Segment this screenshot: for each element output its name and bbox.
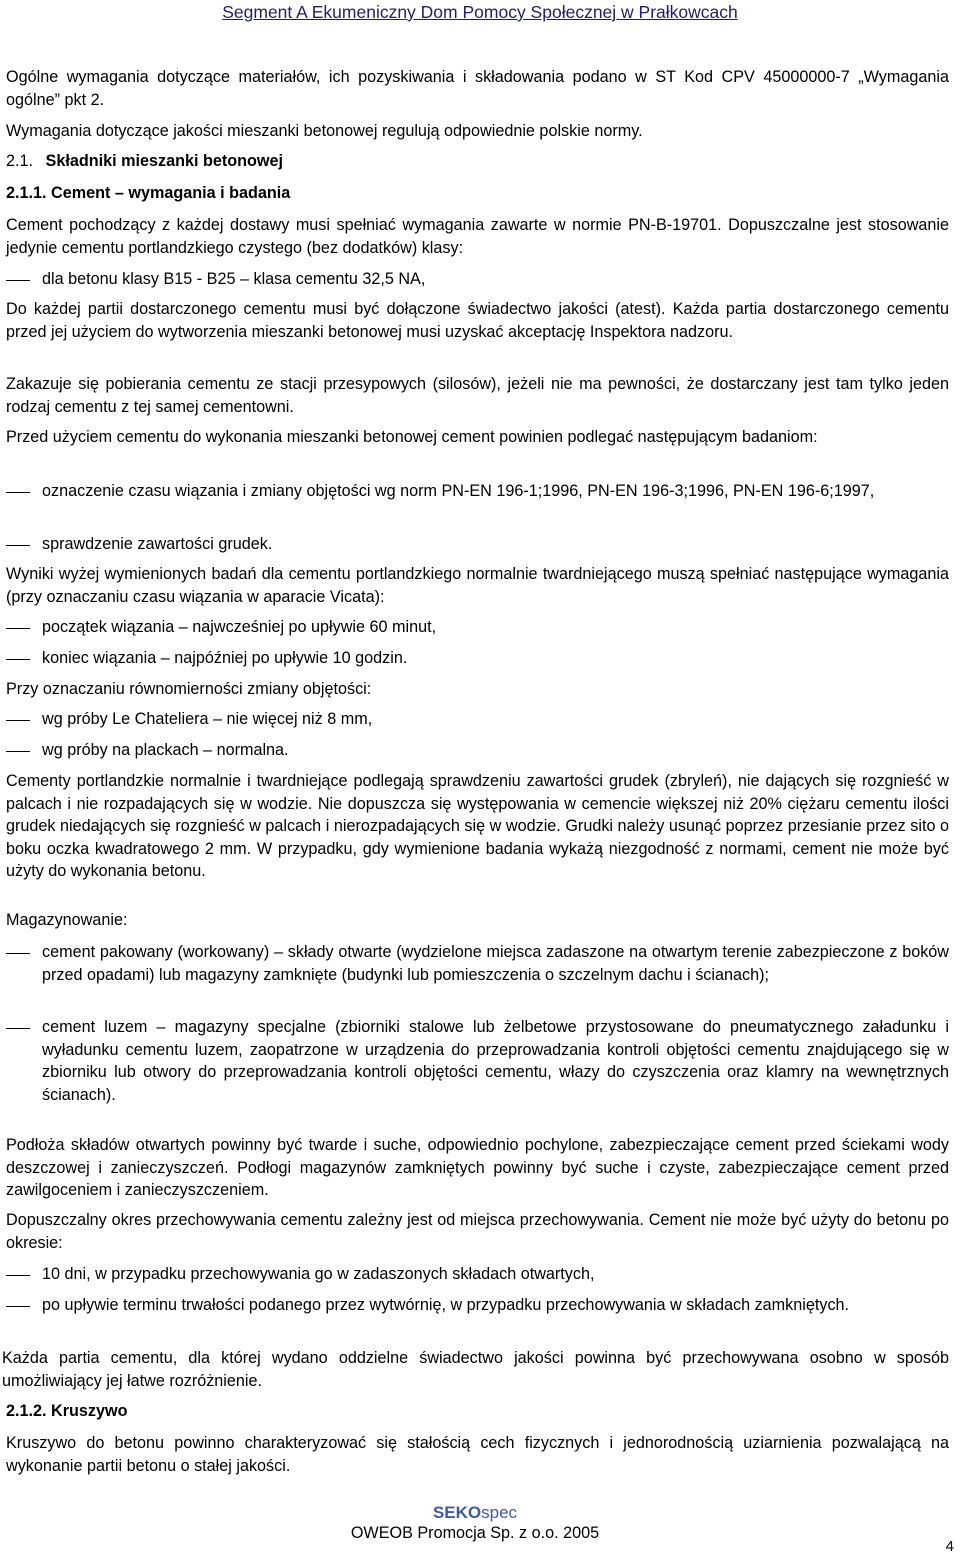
footer-company: OWEOB Promocja Sp. z o.o. 2005 bbox=[350, 1524, 600, 1542]
bullet-cement-class bbox=[6, 268, 949, 291]
bullet-bulk-cement bbox=[6, 1016, 949, 1106]
paragraph-storage: Magazynowanie: bbox=[6, 911, 128, 929]
page-number: 4 bbox=[945, 1538, 954, 1555]
heading-2-1 bbox=[6, 150, 949, 173]
bullet-bagged-cement bbox=[6, 941, 949, 986]
bullet-setting-time bbox=[6, 480, 949, 503]
paragraph-tests: Przed użyciem cementu do wykonania mieszanki betonowej cement powinien podlegać następującym badaniom: bbox=[6, 428, 818, 446]
bullet-text: wg próby na plackach – normalna. bbox=[42, 741, 289, 759]
bullet-text: początek wiązania – najwcześniej po upływie 60 minut, bbox=[42, 618, 437, 636]
paragraph-certificate: Do każdej partii dostarczonego cementu musi być dołączone świadectwo jakości (atest). Każda partia dostarczonego cementu przed jej użyciem do wytworzenia mieszanki betonowej musi uzyskać akceptację Inspektora nadzoru. bbox=[6, 300, 949, 341]
paragraph-cement-requirements: Cement pochodzący z każdej dostawy musi spełniać wymagania zawarte w normie PN-B-19701. Dopuszczalne jest stosowanie jedynie cementu portlandzkiego czystego (bez dodatków) klasy: bbox=[6, 216, 949, 257]
paragraph-lumps-check: Cementy portlandzkie normalnie i twardniejące podlegają sprawdzeniu zawartości grudek (zbryleń), nie dających się rozgnieść w palcach i nie rozpadających się w wodzie. Nie dopuszcza się występowania w cemencie większej niż 20% ciężaru cementu ilości grudek niedających się rozgnieść w palcach i nierozpadających się w wodzie. Grudki należy usunąć poprzez przesianie przez sito o boku oczka kwadratowego 2 mm. W przypadku, gdy wymienione badania wykażą niezgodność z normami, cement nie może być użyty do wykonania betonu. bbox=[6, 772, 949, 880]
heading-2-1-1: 2.1.1. Cement – wymagania i badania bbox=[6, 184, 291, 202]
bullet-text: koniec wiązania – najpóźniej po upływie 10 godzin. bbox=[42, 649, 408, 667]
bullet-le-chatelier bbox=[6, 708, 949, 731]
bullet-plackach bbox=[6, 739, 949, 762]
bullet-lumps bbox=[6, 533, 949, 556]
bullet-text: po upływie terminu trwałości podanego przez wytwórnię, w przypadku przechowywania w składach zamkniętych. bbox=[42, 1296, 850, 1314]
bullet-setting-start bbox=[6, 616, 949, 639]
heading-2-1-text: Składniki mieszanki betonowej bbox=[45, 152, 284, 170]
paragraph-silos: Zakazuje się pobierania cementu ze stacji przesypowych (silosów), jeżeli nie ma pewności, że dostarczany jest tam tylko jeden rodzaj cementu z tej samej cementowni. bbox=[6, 375, 949, 416]
paragraph-volume-change: Przy oznaczaniu równomierności zmiany objętości: bbox=[6, 680, 372, 698]
bullet-text: wg próby Le Chateliera – nie więcej niż 8 mm, bbox=[42, 710, 373, 728]
heading-2-1-number: 2.1. bbox=[6, 152, 34, 170]
bullet-text: cement pakowany (workowany) – składy otwarte (wydzielone miejsca zadaszone na otwartym terenie zabezpieczone z boków przed opadami) lub magazyny zamknięte (budynki lub pomieszczenia o szczelnym dachu i ścianach); bbox=[42, 943, 949, 984]
page-header: Segment A Ekumeniczny Dom Pomocy Społecznej w Prałkowcach bbox=[222, 2, 738, 22]
bullet-text: 10 dni, w przypadku przechowywania go w zadaszonych składach otwartych, bbox=[42, 1265, 595, 1283]
paragraph-norms: Wymagania dotyczące jakości mieszanki betonowej regulują odpowiednie polskie normy. bbox=[6, 122, 643, 140]
logo-bold-text: SEKO bbox=[432, 1503, 482, 1522]
footer-logo bbox=[0, 1503, 950, 1523]
bullet-text: sprawdzenie zawartości grudek. bbox=[42, 535, 273, 553]
paragraph-batch-separation: Każda partia cementu, dla której wydano oddzielne świadectwo jakości powinna być przechowywana osobno w sposób umożliwiający jej łatwe rozróżnienie. bbox=[2, 1349, 949, 1390]
heading-2-1-2: 2.1.2. Kruszywo bbox=[6, 1402, 128, 1420]
paragraph-storage-floors: Podłoża składów otwartych powinny być twarde i suche, odpowiednio pochylone, zabezpieczające cement przed ściekami wody deszczowej i zanieczyszczeń. Podłogi magazynów zamkniętych powinny być suche i czyste, zabezpieczające cement przed zawilgoceniem i zanieczyszczeniem. bbox=[6, 1136, 949, 1199]
bullet-10-days bbox=[6, 1263, 949, 1286]
logo-light-text: spec bbox=[481, 1503, 518, 1522]
bullet-text: oznaczenie czasu wiązania i zmiany objętości wg norm PN-EN 196-1;1996, PN-EN 196-3;1996, PN-EN 196-6;1997, bbox=[42, 482, 875, 500]
paragraph-general-requirements: Ogólne wymagania dotyczące materiałów, ich pozyskiwania i składowania podano w ST Kod CPV 45000000-7 „Wymagania ogólne” pkt 2. bbox=[6, 68, 949, 109]
paragraph-storage-period: Dopuszczalny okres przechowywania cementu zależny jest od miejsca przechowywania. Cement nie może być użyty do betonu po okresie: bbox=[6, 1211, 949, 1252]
paragraph-results: Wyniki wyżej wymienionych badań dla cementu portlandzkiego normalnie twardniejącego muszą spełniać następujące wymagania (przy oznaczaniu czasu wiązania w aparacie Vicata): bbox=[6, 565, 949, 606]
paragraph-aggregate: Kruszywo do betonu powinno charakteryzować się stałością cech fizycznych i jednorodnością uziarnienia pozwalającą na wykonanie partii betonu o stałej jakości. bbox=[6, 1434, 949, 1475]
bullet-text: cement luzem – magazyny specjalne (zbiorniki stalowe lub żelbetowe przystosowane do pneumatycznego załadunku i wyładunku cementu luzem, zaopatrzone w urządzenia do przeprowadzania kontroli objętości cementu znajdującego się w zbiorniku lub otwory do przeprowadzania kontroli objętości cementu, włazy do czyszczenia oraz klamry na wewnętrznych ścianach). bbox=[42, 1018, 949, 1104]
bullet-setting-end bbox=[6, 647, 949, 670]
bullet-text: dla betonu klasy B15 - B25 – klasa cementu 32,5 NA, bbox=[42, 270, 426, 288]
bullet-expiry bbox=[6, 1294, 949, 1317]
